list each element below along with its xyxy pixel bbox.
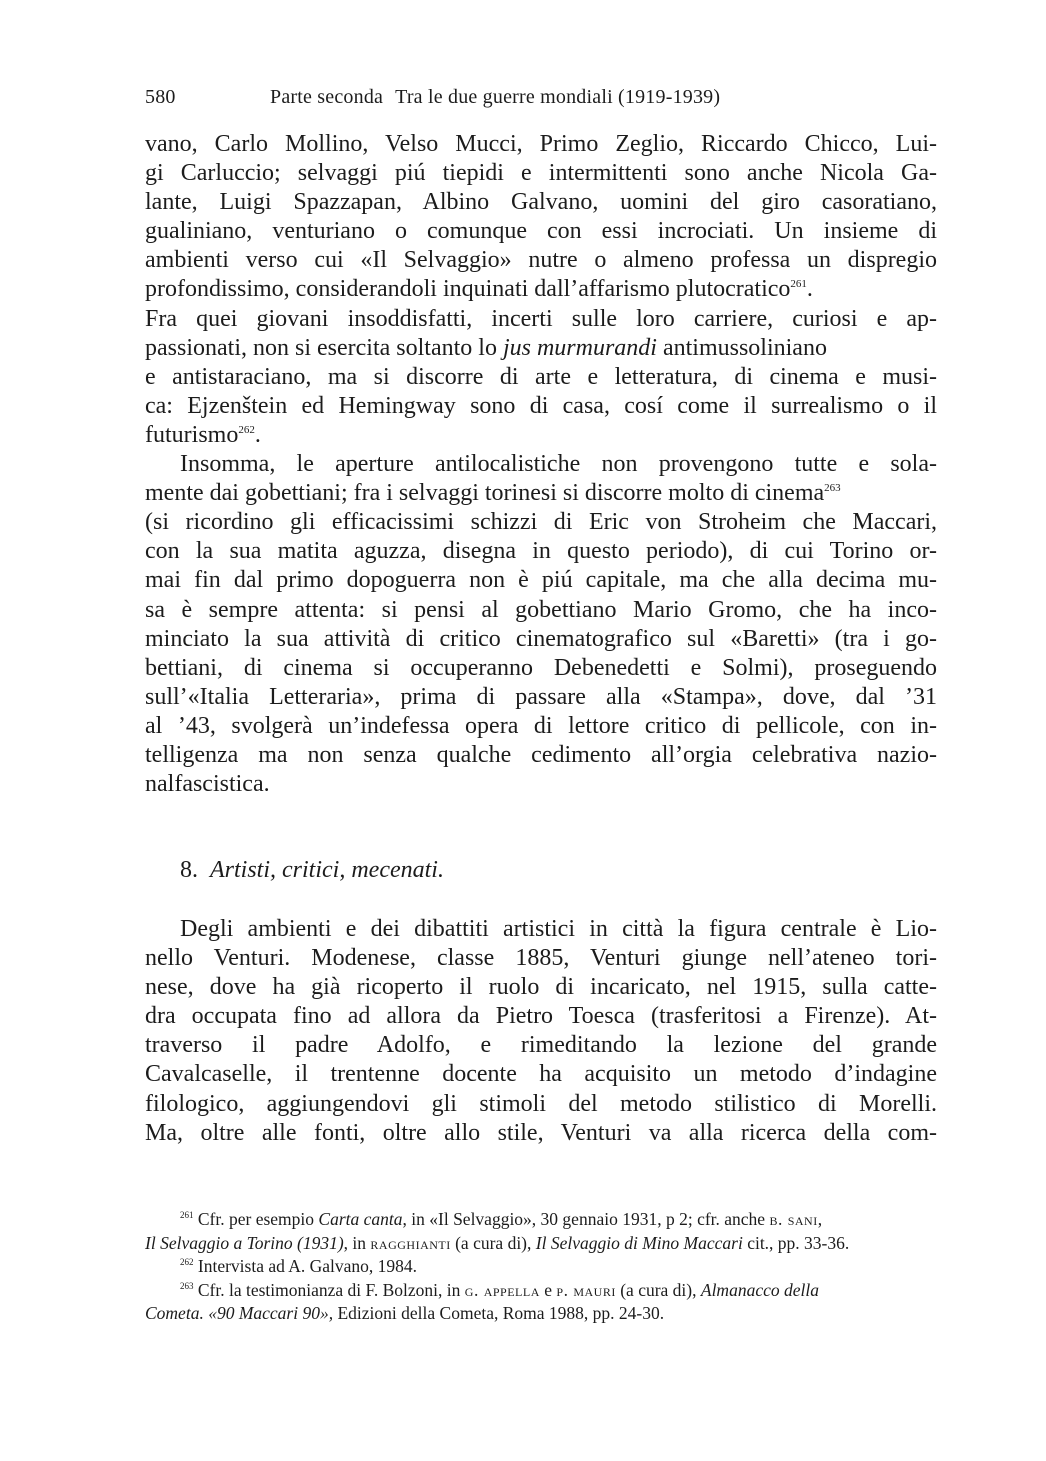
text-line: telligenza ma non senza qualche cedimento all’orgia celebrativa nazio- <box>145 741 937 768</box>
text-line: gualiniano, venturiano o comunque con essi incrociati. Un insieme di <box>145 218 937 245</box>
footnote-261-line <box>145 1232 937 1256</box>
text-span: passionati, non si esercita soltanto lo <box>145 334 503 361</box>
section-title: Artisti, critici, mecenati. <box>210 857 444 883</box>
footnotes <box>145 1208 937 1326</box>
title-italic: Il Selvaggio a Torino (1931) <box>145 1232 344 1253</box>
part-label: Parte seconda <box>270 86 384 108</box>
text-line: traverso il padre Adolfo, e rimeditando la lezione del grande <box>145 1032 937 1059</box>
text-line: e antistaraciano, ma si discorre di arte e letteratura, di cinema e musi- <box>145 363 937 390</box>
footnote-263-line <box>145 1302 937 1326</box>
body-text-section-8 <box>145 915 937 1148</box>
text-line: minciato la sua attività di critico cinematografico sul «Baretti» (tra i go- <box>145 625 937 652</box>
text-line: nese, dove ha già ricoperto il ruolo di incaricato, nel 1915, sulla catte- <box>145 974 937 1001</box>
text-span: (a cura di), <box>615 1279 701 1300</box>
text-line: Degli ambienti e dei dibattiti artistici in città la figura centrale è Lio- <box>180 916 937 942</box>
text-span: mente dai gobettiani; fra i selvaggi torinesi si discorre molto di cinema <box>145 480 825 507</box>
author-name: p. mauri <box>556 1279 616 1300</box>
text-line <box>145 334 937 363</box>
latin-phrase: jus murmurandi <box>502 334 657 361</box>
text-span: Edizioni della Cometa, Roma 1988, pp. 24-30. <box>333 1303 665 1323</box>
page-number: 580 <box>145 86 176 108</box>
text-line: Cavalcaselle, il trentenne docente ha acquisito un metodo d’indagine <box>145 1061 937 1088</box>
text-line: con la sua matita aguzza, disegna in questo periodo), di cui Torino or- <box>145 538 937 565</box>
text-line: futurismo$^{262}$. <box>145 421 261 448</box>
text-span: , in «Il Selvaggio», 30 gennaio 1931, p 2; cfr. anche <box>402 1209 770 1229</box>
text-span: (a cura di), <box>450 1232 536 1253</box>
text-line: ca: Ejzenštein ed Hemingway sono di casa, cosí come il surrealismo o il <box>145 392 937 419</box>
text-span: e <box>539 1279 557 1300</box>
text-span: , in <box>343 1232 371 1253</box>
footnote-263-line <box>145 1279 937 1303</box>
text-span: , <box>817 1209 823 1229</box>
text-span: Cfr. per esempio <box>197 1209 319 1229</box>
running-head <box>145 86 720 109</box>
text-line: sull’«Italia Letteraria», prima di passare alla «Stampa», dove, dal ’31 <box>145 683 937 710</box>
text-span: profondissimo, considerandoli inquinati dall’affarismo plutocratico <box>145 276 791 303</box>
text-line: sa è sempre attenta: si pensi al gobettiano Mario Gromo, che ha inco- <box>145 596 937 623</box>
text-line: mai fin dal primo dopoguerra non è piú capitale, ma che alla decima mu- <box>145 567 937 594</box>
text-line: ambienti verso cui «Il Selvaggio» nutre o almeno professa un dispregio <box>145 247 937 274</box>
text-span: futurismo <box>145 421 239 448</box>
footnote-261-line <box>145 1208 937 1232</box>
footnote-ref-263[interactable]: 263 <box>824 482 841 495</box>
title-italic: Carta canta <box>318 1209 403 1229</box>
text-line: nalfascistica. <box>145 771 270 798</box>
footnote-number: 261 <box>180 1210 194 1220</box>
text-span: Intervista ad A. Galvano, 1984. <box>197 1256 418 1276</box>
text-line: bettiani, di cinema si occuperanno Debenedetti e Solmi), proseguendo <box>145 654 937 681</box>
section-heading <box>180 857 444 884</box>
text-line: lante, Luigi Spazzapan, Albino Galvano, uomini del giro casoratiano, <box>145 189 937 216</box>
text-span: cit., pp. 33-36. <box>742 1232 850 1253</box>
section-number: 8. <box>180 857 198 883</box>
text-line: dra occupata fino ad allora da Pietro Toesca (trasferitosi a Firenze). At- <box>145 1003 937 1030</box>
title-italic: Cometa. «90 Maccari 90», <box>145 1303 334 1323</box>
text-line: filologico, aggiungendovi gli stimoli del metodo stilistico di Morelli. <box>145 1090 937 1117</box>
text-line: Ma, oltre alle fonti, oltre allo stile, Venturi va alla ricerca della com- <box>145 1119 937 1146</box>
footnote-number: 263 <box>180 1280 194 1291</box>
chapter-title: Tra le due guerre mondiali (1919-1939) <box>395 86 721 108</box>
body-text <box>145 130 937 799</box>
author-name: ragghianti <box>370 1232 451 1253</box>
text-line: Insomma, le aperture antilocalistiche non provengono tutte e sola- <box>180 451 937 478</box>
footnote-262-line <box>145 1255 937 1279</box>
author-name: g. appella <box>464 1279 540 1300</box>
title-italic: Almanacco della <box>700 1279 819 1300</box>
title-italic: Il Selvaggio di Mino Maccari <box>535 1232 743 1253</box>
text-line: (si ricordino gli efficacissimi schizzi di Eric von Stroheim che Maccari, <box>145 509 937 536</box>
text-span: Cfr. la testimonianza di F. Bolzoni, in <box>197 1279 465 1300</box>
text-line: al ’43, svolgerà un’indefessa opera di lettore critico di pellicole, con in- <box>145 712 937 739</box>
text-line: vano, Carlo Mollino, Velso Mucci, Primo Zeglio, Riccardo Chicco, Lui- <box>145 131 937 157</box>
footnote-ref-262[interactable]: 262 <box>238 423 255 436</box>
text-span: antimussoliniano <box>656 334 827 361</box>
text-line: Fra quei giovani insoddisfatti, incerti sulle loro carriere, curiosi e ap- <box>145 305 937 332</box>
text-line <box>145 479 937 508</box>
footnote-ref-261[interactable]: 261 <box>790 278 807 291</box>
author-name: b. sani <box>769 1209 818 1229</box>
footnote-number: 262 <box>180 1257 194 1267</box>
text-line: gi Carluccio; selvaggi piú tiepidi e intermittenti sono anche Nicola Ga- <box>145 160 937 187</box>
text-line: profondissimo, considerandoli inquinati dall’affarismo plutocratico$^{261}$. <box>145 276 813 303</box>
text-line: nello Venturi. Modenese, classe 1885, Venturi giunge nell’ateneo tori- <box>145 945 937 972</box>
